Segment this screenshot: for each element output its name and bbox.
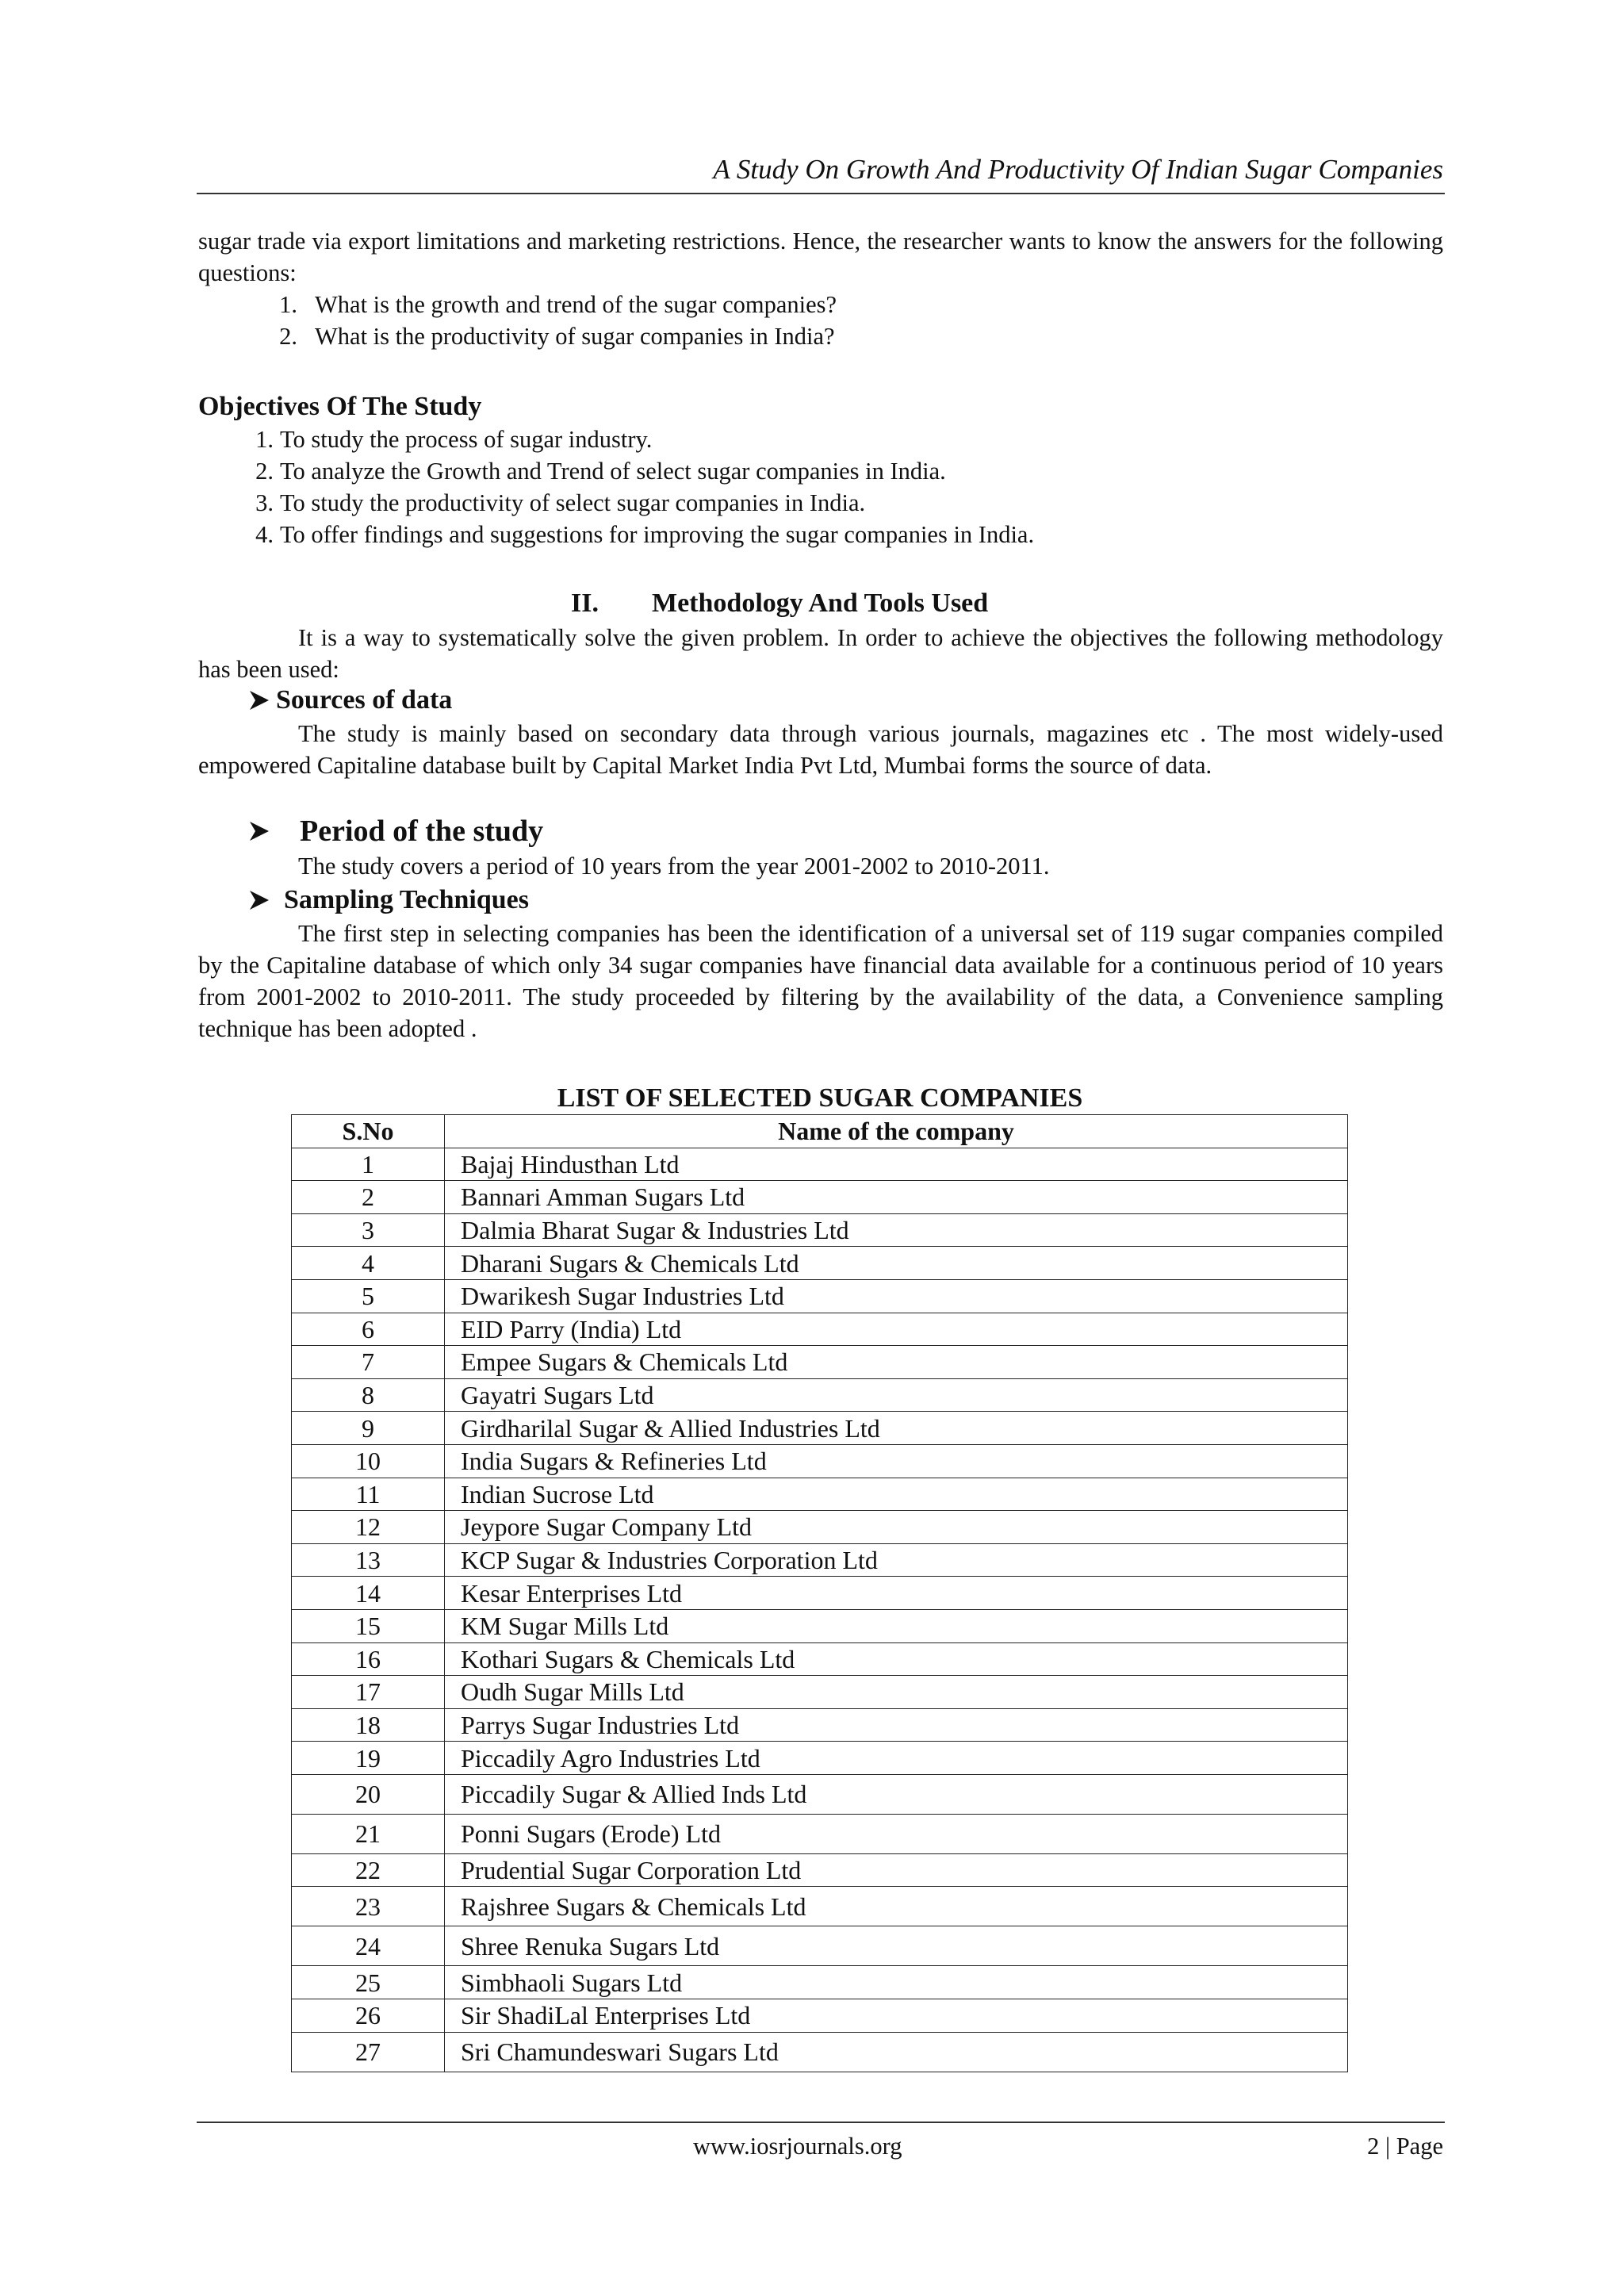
cell-sno: 14 xyxy=(292,1577,445,1610)
cell-company-name: Empee Sugars & Chemicals Ltd xyxy=(445,1346,1348,1379)
table-row xyxy=(292,1708,1348,1742)
list-number: 2. xyxy=(255,458,274,485)
cell-sno: 22 xyxy=(292,1853,445,1887)
table-row xyxy=(292,1966,1348,1999)
list-number: 4. xyxy=(255,521,274,548)
objectives-heading: Objectives Of The Study xyxy=(198,392,482,421)
section-number: II. xyxy=(571,588,599,618)
cell-sno: 15 xyxy=(292,1609,445,1642)
period-heading-text: Period of the study xyxy=(300,815,544,848)
section-heading: Methodology And Tools Used xyxy=(652,588,989,618)
intro-paragraph: sugar trade via export limitations and marketing restrictions. Hence, the researcher wants to know the answers for the following questions: xyxy=(198,228,1443,286)
list-item xyxy=(198,320,1443,352)
list-item xyxy=(198,519,1443,550)
cell-sno: 1 xyxy=(292,1148,445,1181)
table-row xyxy=(292,1213,1348,1247)
cell-sno: 5 xyxy=(292,1279,445,1313)
cell-sno: 10 xyxy=(292,1444,445,1478)
list-item xyxy=(198,289,1443,320)
column-header-name: Name of the company xyxy=(445,1115,1348,1148)
sampling-heading xyxy=(247,884,529,917)
cell-company-name: KM Sugar Mills Ltd xyxy=(445,1609,1348,1642)
period-text: The study covers a period of 10 years from the year 2001-2002 to 2010-2011. xyxy=(298,853,1050,880)
list-number: 3. xyxy=(255,489,274,516)
list-number: 1. xyxy=(279,291,297,318)
table-row xyxy=(292,1577,1348,1610)
cell-sno: 21 xyxy=(292,1814,445,1853)
cell-sno: 3 xyxy=(292,1213,445,1247)
table-row xyxy=(292,1478,1348,1511)
table-row xyxy=(292,1676,1348,1709)
cell-sno: 24 xyxy=(292,1926,445,1966)
cell-sno: 17 xyxy=(292,1676,445,1709)
footer-rule xyxy=(197,2122,1445,2123)
methodology-intro: It is a way to systematically solve the given problem. In order to achieve the objectives the following methodology has been used: xyxy=(198,624,1443,683)
sources-heading xyxy=(247,684,452,717)
cell-sno: 2 xyxy=(292,1181,445,1214)
cell-sno: 27 xyxy=(292,2032,445,2072)
table-row xyxy=(292,1774,1348,1814)
table-row xyxy=(292,2032,1348,2072)
table-row xyxy=(292,1279,1348,1313)
list-text: To analyze the Growth and Trend of select sugar companies in India. xyxy=(280,458,946,485)
list-item xyxy=(198,487,1443,519)
cell-sno: 26 xyxy=(292,1999,445,2033)
cell-company-name: India Sugars & Refineries Ltd xyxy=(445,1444,1348,1478)
running-head: A Study On Growth And Productivity Of Indian Sugar Companies xyxy=(713,154,1443,185)
page-number: 2 | Page xyxy=(1367,2133,1443,2160)
table-row xyxy=(292,1181,1348,1214)
table-row xyxy=(292,1346,1348,1379)
table-row xyxy=(292,1853,1348,1887)
arrow-bullet-icon xyxy=(247,688,271,712)
list-text: To study the productivity of select sugar companies in India. xyxy=(280,489,866,516)
table-row xyxy=(292,1999,1348,2033)
sampling-heading-text: Sampling Techniques xyxy=(284,885,529,914)
cell-sno: 6 xyxy=(292,1313,445,1346)
cell-company-name: Indian Sucrose Ltd xyxy=(445,1478,1348,1511)
cell-company-name: KCP Sugar & Industries Corporation Ltd xyxy=(445,1543,1348,1577)
cell-company-name: Bannari Amman Sugars Ltd xyxy=(445,1181,1348,1214)
sources-heading-text: Sources of data xyxy=(276,685,453,715)
cell-company-name: Dwarikesh Sugar Industries Ltd xyxy=(445,1279,1348,1313)
question-list xyxy=(198,289,1443,352)
cell-sno: 23 xyxy=(292,1887,445,1926)
cell-company-name: Oudh Sugar Mills Ltd xyxy=(445,1676,1348,1709)
cell-company-name: Gayatri Sugars Ltd xyxy=(445,1378,1348,1412)
list-text: To study the process of sugar industry. xyxy=(280,426,653,453)
table-row xyxy=(292,1444,1348,1478)
list-item xyxy=(198,424,1443,455)
list-text: What is the growth and trend of the sugar companies? xyxy=(315,291,837,318)
period-heading xyxy=(247,813,543,849)
table-row xyxy=(292,1543,1348,1577)
objectives-list xyxy=(198,424,1443,550)
companies-table xyxy=(291,1114,1348,2072)
cell-sno: 11 xyxy=(292,1478,445,1511)
list-text: To offer findings and suggestions for improving the sugar companies in India. xyxy=(280,521,1035,548)
cell-company-name: Sri Chamundeswari Sugars Ltd xyxy=(445,2032,1348,2072)
table-row xyxy=(292,1609,1348,1642)
cell-sno: 13 xyxy=(292,1543,445,1577)
table-row xyxy=(292,1511,1348,1544)
cell-sno: 4 xyxy=(292,1247,445,1280)
cell-sno: 7 xyxy=(292,1346,445,1379)
cell-sno: 16 xyxy=(292,1642,445,1676)
table-header-row xyxy=(292,1115,1348,1148)
sources-text: The study is mainly based on secondary data through various journals, magazines etc . The most widely-used empowered Capitaline database built by Capital Market India Pvt Ltd, Mumbai forms the source of data. xyxy=(198,720,1443,779)
table-row xyxy=(292,1378,1348,1412)
cell-company-name: Rajshree Sugars & Chemicals Ltd xyxy=(445,1887,1348,1926)
table-row xyxy=(292,1642,1348,1676)
cell-company-name: Kothari Sugars & Chemicals Ltd xyxy=(445,1642,1348,1676)
sampling-text: The first step in selecting companies has been the identification of a universal set of 119 sugar companies compiled by the Capitaline database of which only 34 sugar companies have financial data available for a continuous period of 10 years from 2001-2002 to 2010-2011. The study proceeded by filtering by the availability of the data, a Convenience sampling technique has been adopted . xyxy=(198,920,1443,1042)
cell-company-name: Piccadily Agro Industries Ltd xyxy=(445,1742,1348,1775)
arrow-bullet-icon xyxy=(247,888,271,912)
table-row xyxy=(292,1412,1348,1445)
table-row xyxy=(292,1887,1348,1926)
table-body xyxy=(292,1148,1348,2072)
cell-company-name: Prudential Sugar Corporation Ltd xyxy=(445,1853,1348,1887)
list-item xyxy=(198,455,1443,487)
list-number: 1. xyxy=(255,426,274,453)
cell-company-name: Dalmia Bharat Sugar & Industries Ltd xyxy=(445,1213,1348,1247)
cell-company-name: Shree Renuka Sugars Ltd xyxy=(445,1926,1348,1966)
cell-sno: 18 xyxy=(292,1708,445,1742)
cell-company-name: Simbhaoli Sugars Ltd xyxy=(445,1966,1348,1999)
cell-sno: 9 xyxy=(292,1412,445,1445)
table-row xyxy=(292,1814,1348,1853)
header-rule xyxy=(197,193,1445,194)
cell-company-name: Bajaj Hindusthan Ltd xyxy=(445,1148,1348,1181)
cell-company-name: Dharani Sugars & Chemicals Ltd xyxy=(445,1247,1348,1280)
column-header-sno: S.No xyxy=(292,1115,445,1148)
list-text: What is the productivity of sugar companies in India? xyxy=(315,323,835,350)
cell-sno: 12 xyxy=(292,1511,445,1544)
table-row xyxy=(292,1926,1348,1966)
cell-company-name: EID Parry (India) Ltd xyxy=(445,1313,1348,1346)
cell-company-name: Sir ShadiLal Enterprises Ltd xyxy=(445,1999,1348,2033)
table-row xyxy=(292,1313,1348,1346)
cell-company-name: Ponni Sugars (Erode) Ltd xyxy=(445,1814,1348,1853)
table-row xyxy=(292,1148,1348,1181)
cell-sno: 8 xyxy=(292,1378,445,1412)
cell-company-name: Parrys Sugar Industries Ltd xyxy=(445,1708,1348,1742)
cell-sno: 19 xyxy=(292,1742,445,1775)
list-number: 2. xyxy=(279,323,297,350)
cell-company-name: Jeypore Sugar Company Ltd xyxy=(445,1511,1348,1544)
cell-company-name: Piccadily Sugar & Allied Inds Ltd xyxy=(445,1774,1348,1814)
arrow-bullet-icon xyxy=(247,819,271,843)
cell-company-name: Girdharilal Sugar & Allied Industries Ltd xyxy=(445,1412,1348,1445)
cell-company-name: Kesar Enterprises Ltd xyxy=(445,1577,1348,1610)
footer-website: www.iosrjournals.org xyxy=(693,2133,902,2160)
table-row xyxy=(292,1247,1348,1280)
cell-sno: 20 xyxy=(292,1774,445,1814)
table-row xyxy=(292,1742,1348,1775)
table-caption: LIST OF SELECTED SUGAR COMPANIES xyxy=(557,1083,1083,1113)
cell-sno: 25 xyxy=(292,1966,445,1999)
